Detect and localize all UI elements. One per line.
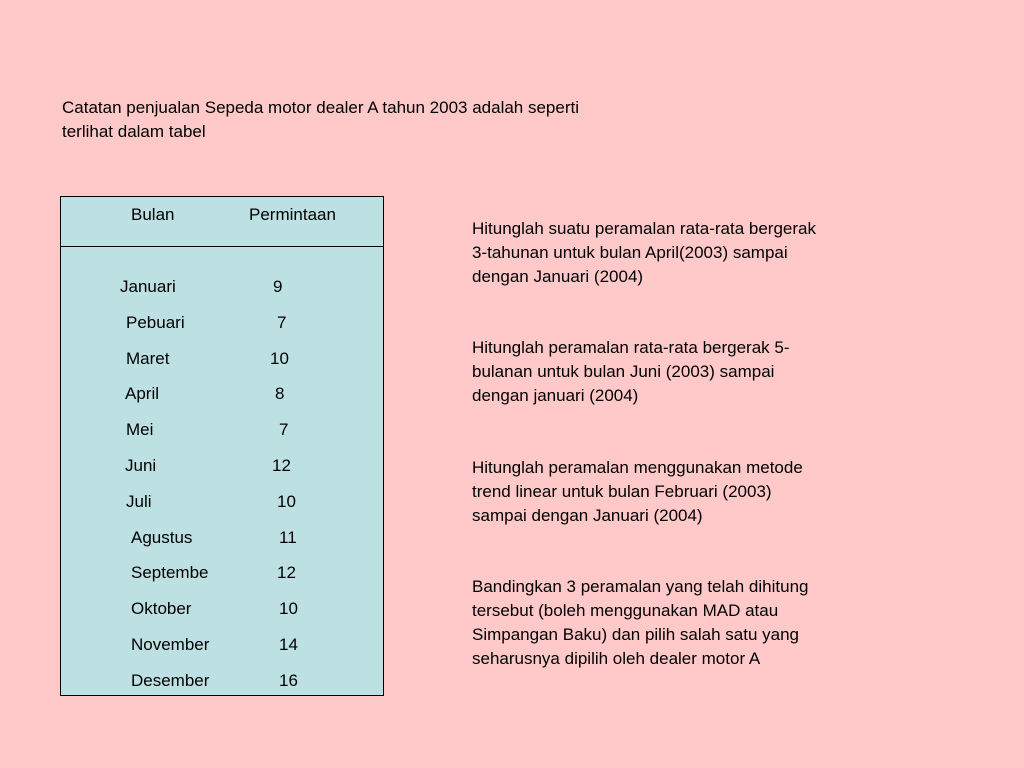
demand-cell: 14 bbox=[279, 635, 298, 654]
question-1-line-2: 3-tahunan untuk bulan April(2003) sampai bbox=[472, 243, 788, 262]
sales-table bbox=[60, 196, 384, 696]
month-cell: Septembe bbox=[131, 563, 209, 582]
question-4-line-1: Bandingkan 3 peramalan yang telah dihitung bbox=[472, 577, 809, 596]
month-cell: Pebuari bbox=[126, 313, 185, 332]
demand-cell: 7 bbox=[279, 420, 289, 439]
month-cell: Juni bbox=[125, 456, 157, 475]
question-3 bbox=[472, 456, 892, 528]
month-cell: Mei bbox=[126, 420, 154, 439]
intro-line-2: terlihat dalam tabel bbox=[62, 122, 206, 141]
table-header bbox=[61, 197, 383, 247]
question-2-line-3: dengan januari (2004) bbox=[472, 386, 639, 405]
header-permintaan: Permintaan bbox=[249, 205, 336, 224]
question-3-line-3: sampai dengan Januari (2004) bbox=[472, 506, 703, 525]
question-3-line-1: Hitunglah peramalan menggunakan metode bbox=[472, 458, 803, 477]
question-2 bbox=[472, 336, 892, 408]
question-2-line-2: bulanan untuk bulan Juni (2003) sampai bbox=[472, 362, 775, 381]
demand-cell: 11 bbox=[279, 528, 297, 547]
demand-cell: 12 bbox=[277, 563, 296, 582]
demand-cell: 7 bbox=[277, 313, 287, 332]
demand-cell: 8 bbox=[275, 384, 285, 403]
header-bulan: Bulan bbox=[131, 205, 175, 224]
demand-cell: 16 bbox=[279, 671, 298, 690]
question-4-line-4: seharusnya dipilih oleh dealer motor A bbox=[472, 649, 761, 668]
question-2-line-1: Hitunglah peramalan rata-rata bergerak 5- bbox=[472, 338, 790, 357]
question-4-line-3: Simpangan Baku) dan pilih salah satu yang bbox=[472, 625, 799, 644]
demand-cell: 9 bbox=[273, 277, 283, 296]
question-1-line-3: dengan Januari (2004) bbox=[472, 267, 644, 286]
question-3-line-2: trend linear untuk bulan Februari (2003) bbox=[472, 482, 772, 501]
question-4 bbox=[472, 575, 892, 671]
month-cell: Agustus bbox=[131, 528, 193, 547]
question-1-line-1: Hitunglah suatu peramalan rata-rata bergerak bbox=[472, 219, 816, 238]
month-cell: Januari bbox=[120, 277, 176, 296]
month-cell: November bbox=[131, 635, 210, 654]
question-4-line-2: tersebut (boleh menggunakan MAD atau bbox=[472, 601, 779, 620]
intro-text bbox=[62, 96, 702, 144]
month-cell: Oktober bbox=[131, 599, 192, 618]
demand-cell: 10 bbox=[279, 599, 298, 618]
demand-cell: 10 bbox=[277, 492, 296, 511]
month-cell: Maret bbox=[126, 349, 170, 368]
month-cell: April bbox=[125, 384, 160, 403]
demand-cell: 10 bbox=[270, 349, 289, 368]
month-cell: Juli bbox=[126, 492, 152, 511]
month-cell: Desember bbox=[131, 671, 210, 690]
intro-line-1: Catatan penjualan Sepeda motor dealer A tahun 2003 adalah seperti bbox=[62, 98, 580, 117]
question-1 bbox=[472, 217, 892, 289]
demand-cell: 12 bbox=[272, 456, 291, 475]
